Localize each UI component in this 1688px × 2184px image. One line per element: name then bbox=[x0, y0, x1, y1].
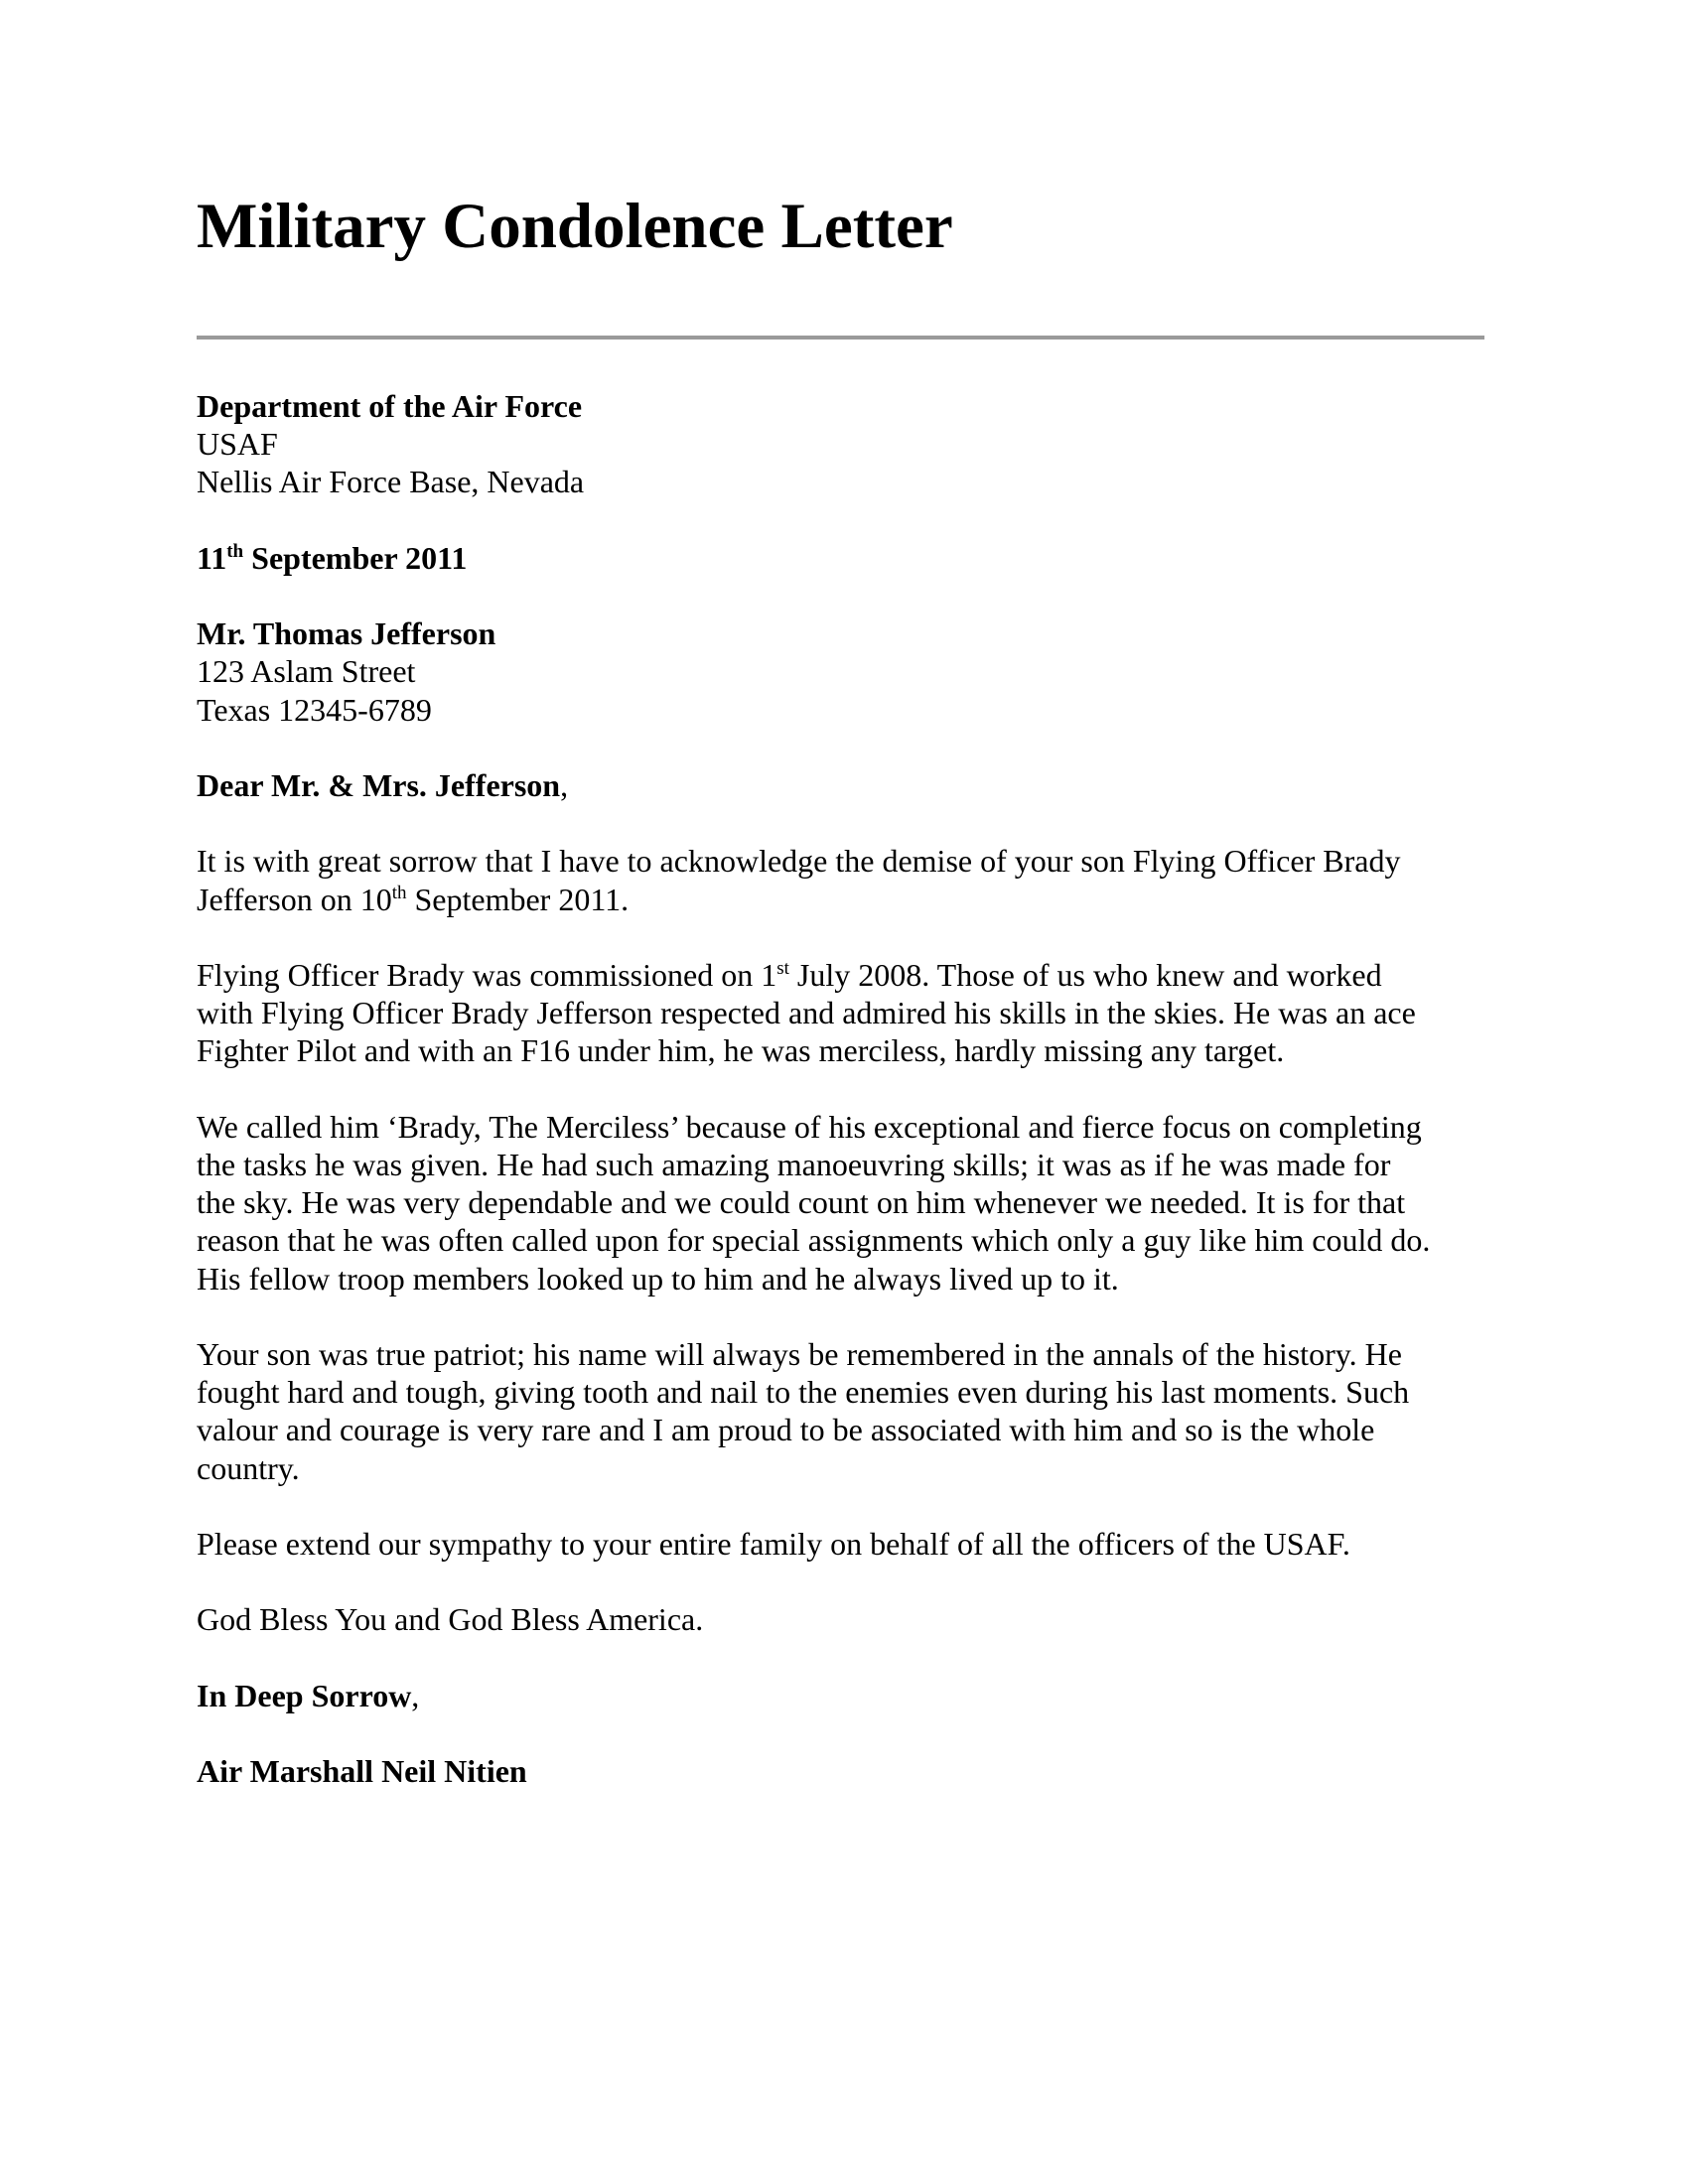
paragraph-4-line: fought hard and tough, giving tooth and nail to the enemies even during his last moments. Such bbox=[197, 1374, 1410, 1411]
closing-text: In Deep Sorrow bbox=[197, 1677, 412, 1713]
sender-name: Department of the Air Force bbox=[197, 388, 583, 424]
sender-line-1: USAF bbox=[197, 426, 278, 463]
paragraph-1 bbox=[197, 842, 1487, 917]
paragraph-4 bbox=[197, 1335, 1487, 1487]
signature-name: Air Marshall Neil Nitien bbox=[197, 1753, 527, 1790]
paragraph-4-line: valour and courage is very rare and I am proud to be associated with him and so is the whole bbox=[197, 1412, 1375, 1448]
recipient-line-2: Texas 12345-6789 bbox=[197, 691, 432, 728]
paragraph-3-line: reason that he was often called upon for special assignments which only a guy like him could do. bbox=[197, 1222, 1431, 1259]
letter-date bbox=[197, 539, 1487, 577]
recipient-line-1: 123 Aslam Street bbox=[197, 653, 416, 690]
date-day-suffix: th bbox=[226, 540, 244, 562]
closing bbox=[197, 1677, 1487, 1714]
paragraph-6 bbox=[197, 1600, 1487, 1638]
closing-punct: , bbox=[411, 1677, 420, 1713]
date-day: 11 bbox=[197, 539, 227, 576]
sender-address bbox=[197, 387, 1487, 501]
paragraph-6-line: God Bless You and God Bless America. bbox=[197, 1601, 704, 1638]
paragraph-5 bbox=[197, 1525, 1487, 1563]
recipient-name: Mr. Thomas Jefferson bbox=[197, 615, 496, 652]
paragraph-2-line-3: Fighter Pilot and with an F16 under him, he was merciless, hardly missing any target. bbox=[197, 1032, 1285, 1069]
paragraph-5-line: Please extend our sympathy to your entire family on behalf of all the officers of the USAF. bbox=[197, 1525, 1350, 1562]
paragraph-3-line: We called him ‘Brady, The Merciless’ because of his exceptional and fierce focus on completing bbox=[197, 1108, 1422, 1145]
salutation bbox=[197, 766, 1487, 804]
paragraph-2-line-1: Flying Officer Brady was commissioned on 1st July 2008. Those of us who knew and worked bbox=[197, 956, 1382, 993]
paragraph-3-line: the sky. He was very dependable and we could count on him whenever we needed. It is for that bbox=[197, 1184, 1406, 1221]
salutation-name: Dear Mr. & Mrs. Jefferson bbox=[197, 766, 561, 803]
title-divider bbox=[197, 336, 1484, 340]
signature bbox=[197, 1752, 1487, 1790]
paragraph-3-line: the tasks he was given. He had such amazing manoeuvring skills; it was as if he was made for bbox=[197, 1146, 1391, 1182]
date-rest: September 2011 bbox=[251, 539, 468, 576]
sender-line-2: Nellis Air Force Base, Nevada bbox=[197, 464, 585, 500]
recipient-address bbox=[197, 614, 1487, 729]
date-suffix: st bbox=[776, 957, 789, 979]
paragraph-2 bbox=[197, 956, 1487, 1070]
page-title: Military Condolence Letter bbox=[197, 191, 953, 262]
paragraph-1-line-1: It is with great sorrow that I have to acknowledge the demise of your son Flying Officer Brady bbox=[197, 843, 1401, 880]
paragraph-4-line: Your son was true patriot; his name will always be remembered in the annals of the history. He bbox=[197, 1335, 1402, 1372]
paragraph-2-line-2: with Flying Officer Brady Jefferson respected and admired his skills in the skies. He was an ace bbox=[197, 995, 1416, 1031]
salutation-punct: , bbox=[560, 766, 569, 803]
date-suffix: th bbox=[391, 882, 407, 903]
letter-body bbox=[197, 387, 1487, 1829]
paragraph-3-line: His fellow troop members looked up to him and he always lived up to it. bbox=[197, 1260, 1119, 1297]
paragraph-3 bbox=[197, 1108, 1487, 1297]
paragraph-4-line: country. bbox=[197, 1449, 300, 1486]
paragraph-1-line-2: Jefferson on 10th September 2011. bbox=[197, 881, 630, 917]
